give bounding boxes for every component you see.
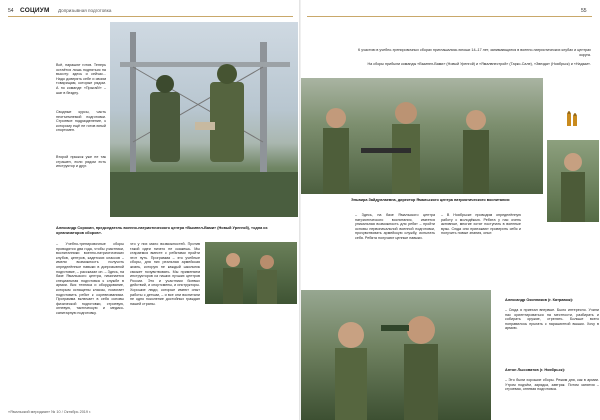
body-column-2: что у них мало возможностей. Против такой идеи ничего не скажешь. Мы стараемся вместе с ребятами пройти этот путь. Программа – это учебные сборы, для них реальная армейская жизнь, которую не каждый школьник сможет почувствовать. Мы применяем инструкторов из наших лучших центров России. Это и участники боевых действий, и спортсмены, и инструкторы. Хорошие люди, которые имеют опыт работы с детьми, – и все они воспитали не одно поколение достойных граждан нашей страны. <box>130 242 200 306</box>
interview-2-name: Антон Лысоватов (г. Ноябрьск): <box>505 368 566 372</box>
caption-top-2: Второй прыжок уже не так страшен, если рядом есть инструктор и друг. <box>56 155 106 169</box>
right-page <box>301 0 600 420</box>
tower-illustration <box>110 22 298 217</box>
cadets-illustration <box>301 290 491 420</box>
child-illustration <box>547 140 599 222</box>
page-number-left: 54 <box>8 8 14 14</box>
section-label: Допризывная подготовка <box>58 8 112 13</box>
soldiers-illustration <box>205 242 297 304</box>
interview-1-text: – Сюда я приехал впервые. Было интересно. Учили нас ориентироваться на местности, разбирать и собирать оружие, стрелять. Больше всего понравилось прыгать с парашютной вышки. Хочу в армию. <box>505 308 599 331</box>
photo-parachute-tower <box>110 22 298 217</box>
quote-column: – Здесь, на базе Ямальского центра патриотического воспитания, имеется уникальная возможность для ребят – пройти основы первоначальной военной подготовки, прочувствовать армейскую службу, испытать себя. Ребята получают ценные навыки. <box>355 213 435 240</box>
ammo-icon <box>564 108 580 128</box>
top-note-2: На сборы прибыли команды «Вымпел-Вами» (Новый Уренгой) и «Ямалвнестрой» (Тарко-Сале), «Звезда» (Ноябрьск) и «Надым». <box>367 62 591 66</box>
photo-portrait-left <box>205 242 297 304</box>
person-caption-left: Александр Сорокин, председатель военно-патриотического центра «Вымпел-Вами» (Новый Уренгой), «одна из организаторов сборов». <box>56 226 268 235</box>
caption-top: Сводные курсы, часть неотъемлемой подготовки. Строевое подразделение, к которому ещё не готов юный спортсмен. <box>56 110 106 133</box>
body-column-1: – Учебно-тренировочные сборы проводятся два года, чтобы участники, воспитанники военно-патриотических клубов, центров, кадетских классов – имели возможность получить определённые навыки в допризывной подготовке, – рассказал он. – Здесь, на базе Ямальского центра, начинается специальная подготовка к службе в армии. Вся техника и оборудование, которым оснащены классы, помогает подготовить ребят к соревнованиям. Программа включает в себя основы физической подготовки, строевую, огневую, тактическую и медико-санитарную подготовку. <box>56 242 124 315</box>
photo-soldiers-group <box>301 78 543 194</box>
intro-text: Всё, парашют готов. Теперь остаётся лишь подняться на высоту: здесь и сейчас... Надо доверять себе и своим товарищам, которые рядом. А по команде «Прыгай!» – шаг в бездну. <box>56 63 106 95</box>
footer-left: «Ямальский меридиан» № 10 / Октябрь 2019 г. <box>8 410 92 414</box>
photo-cadets <box>301 290 491 420</box>
person-caption-right: Эльвира Зайдуллаевна, директор Ямальского центра патриотического воспитания: <box>351 198 511 202</box>
interview-1-name: Александр Окопников (г. Катравож): <box>505 298 574 302</box>
top-note-1: К участию в учебно-тренировочных сборах приглашались юноши 14–17 лет, занимающиеся в военно-патриотических клубах и центрах округа. <box>358 48 591 57</box>
interview-2-text: – Это были хорошие сборы. Режим дня, как в армии. Утром подъём, зарядка, завтрак. Потом занятия – строевая, огневая подготовка. <box>505 378 599 392</box>
right-column: – В Ноябрьске проводим определённую работу с молодёжью. Ребята у нас очень активные, многие хотят поступать в военные вузы. Сюда они приезжают проверить себя и получить новые знания, опыт. <box>441 213 521 236</box>
brand-title: СОЦИУМ <box>20 7 50 14</box>
photo-child-soldier <box>547 140 599 222</box>
header-rule-right <box>307 16 592 17</box>
group-illustration <box>301 78 543 194</box>
page-number-right: 55 <box>581 8 587 14</box>
header-rule <box>8 16 293 17</box>
left-page <box>0 0 299 420</box>
